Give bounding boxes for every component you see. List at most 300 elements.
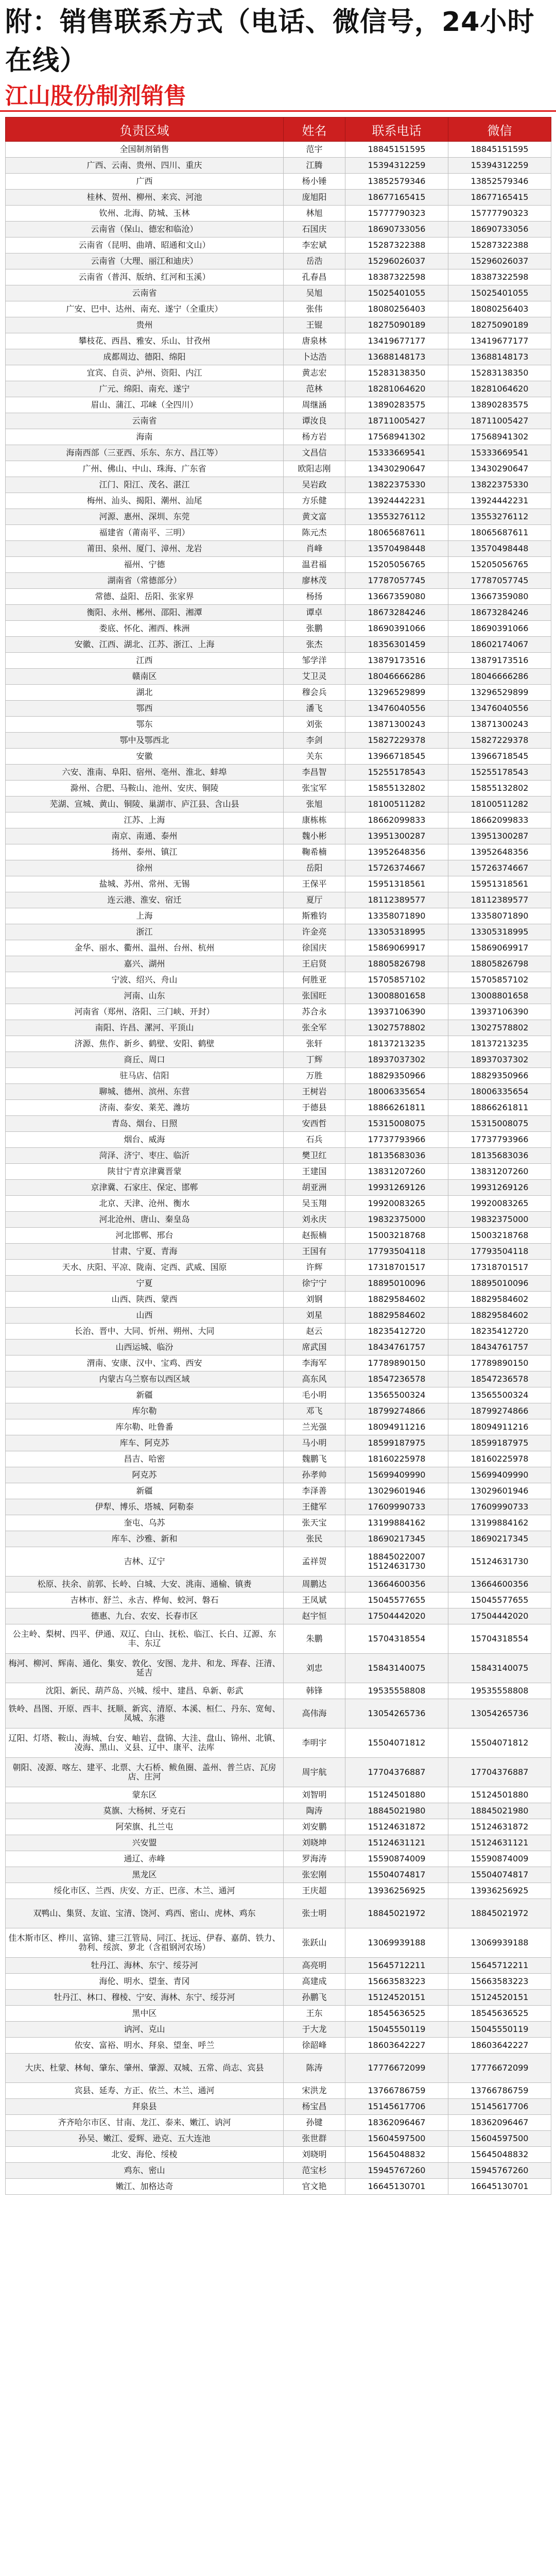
phone-cell: 18362096467 — [345, 2115, 448, 2131]
phone-cell: 13667359080 — [345, 589, 448, 605]
name-cell: 陶涛 — [284, 1803, 345, 1819]
phone-cell: 15604597500 — [345, 2131, 448, 2147]
wechat-cell: 15663583223 — [448, 1974, 551, 1990]
table-row — [6, 413, 551, 429]
phone-cell: 18137213235 — [345, 1036, 448, 1052]
phone-cell: 18829350966 — [345, 1068, 448, 1084]
region-cell: 云南省（保山、德宏和临沧） — [6, 222, 284, 238]
phone-cell: 18677165415 — [345, 190, 448, 206]
table-row — [6, 1435, 551, 1451]
phone-cell: 18434761757 — [345, 1340, 448, 1355]
phone-cell: 15045550119 — [345, 2022, 448, 2038]
table-row — [6, 1699, 551, 1728]
phone-cell: 18356301459 — [345, 637, 448, 653]
wechat-cell: 17787057745 — [448, 573, 551, 589]
region-cell: 北京、天津、沧州、衡水 — [6, 1196, 284, 1212]
phone-cell: 15645048832 — [345, 2147, 448, 2163]
table-row — [6, 892, 551, 908]
wechat-cell: 15945767260 — [448, 2163, 551, 2179]
table-row — [6, 1020, 551, 1036]
wechat-cell: 15296026037 — [448, 253, 551, 269]
region-cell: 兴安盟 — [6, 1835, 284, 1851]
wechat-cell: 15504071812 — [448, 1728, 551, 1758]
table-row — [6, 988, 551, 1004]
table-row — [6, 669, 551, 685]
table-row — [6, 1974, 551, 1990]
region-cell: 依安、富裕、明水、拜泉、望奎、呼兰 — [6, 2038, 284, 2054]
column-header-region: 负责区域 — [6, 117, 284, 142]
wechat-cell: 18866261811 — [448, 1100, 551, 1116]
table-row — [6, 589, 551, 605]
region-cell: 湖南省（常德部分） — [6, 573, 284, 589]
region-cell: 昌吉、哈密 — [6, 1451, 284, 1467]
table-row — [6, 796, 551, 812]
name-cell: 温君福 — [284, 557, 345, 573]
phone-cell: 13027578802 — [345, 1020, 448, 1036]
name-cell: 庞旭阳 — [284, 190, 345, 206]
table-row — [6, 1899, 551, 1928]
wechat-cell: 15704318554 — [448, 1624, 551, 1654]
wechat-cell: 15855132802 — [448, 781, 551, 796]
table-row — [6, 1758, 551, 1787]
name-cell: 斯雅钧 — [284, 908, 345, 924]
table-row — [6, 2147, 551, 2163]
region-cell: 吉林市、舒兰、永吉、桦甸、蛟河、磐石 — [6, 1592, 284, 1608]
phone-cell: 18711005427 — [345, 413, 448, 429]
region-cell: 海南 — [6, 429, 284, 445]
region-cell: 宜宾、自贡、泸州、资阳、内江 — [6, 365, 284, 381]
region-cell: 娄底、怀化、湘西、株洲 — [6, 621, 284, 637]
phone-cell: 18046666286 — [345, 669, 448, 685]
wechat-cell: 15124631872 — [448, 1819, 551, 1835]
name-cell: 王建国 — [284, 1164, 345, 1180]
wechat-cell: 17776672099 — [448, 2054, 551, 2083]
region-cell: 福建省（莆南平、三明） — [6, 525, 284, 541]
table-row — [6, 1260, 551, 1276]
wechat-cell: 13966718545 — [448, 749, 551, 765]
phone-cell: 18662099833 — [345, 812, 448, 828]
table-row — [6, 1624, 551, 1654]
table-row — [6, 1451, 551, 1467]
region-cell: 青岛、烟台、日照 — [6, 1116, 284, 1132]
phone-cell: 17776672099 — [345, 2054, 448, 2083]
phone-cell: 15255178543 — [345, 765, 448, 781]
phone-cell: 15124501880 — [345, 1787, 448, 1803]
table-row — [6, 285, 551, 301]
wechat-cell: 17609990733 — [448, 1499, 551, 1515]
table-row — [6, 429, 551, 445]
name-cell: 张民 — [284, 1531, 345, 1547]
wechat-cell: 15045550119 — [448, 2022, 551, 2038]
phone-cell: 18100511282 — [345, 796, 448, 812]
wechat-cell: 17568941302 — [448, 429, 551, 445]
table-row — [6, 2054, 551, 2083]
region-cell: 鄂西 — [6, 701, 284, 717]
wechat-cell: 15255178543 — [448, 765, 551, 781]
table-row — [6, 1467, 551, 1483]
region-cell: 阿克苏 — [6, 1467, 284, 1483]
name-cell: 肖峰 — [284, 541, 345, 557]
name-cell: 王树岩 — [284, 1084, 345, 1100]
phone-cell: 17568941302 — [345, 429, 448, 445]
region-cell: 江西 — [6, 653, 284, 669]
wechat-cell: 13565500324 — [448, 1387, 551, 1403]
table-row — [6, 1883, 551, 1899]
table-row — [6, 158, 551, 174]
table-row — [6, 2099, 551, 2115]
name-cell: 唐泉林 — [284, 333, 345, 349]
wechat-cell: 17793504118 — [448, 1244, 551, 1260]
name-cell: 王庆超 — [284, 1883, 345, 1899]
region-cell: 宁波、绍兴、舟山 — [6, 972, 284, 988]
phone-cell: 13688148173 — [345, 349, 448, 365]
wechat-cell: 13937106390 — [448, 1004, 551, 1020]
region-cell: 牡丹江、海林、东宁、绥芬河 — [6, 1958, 284, 1974]
phone-cell: 15504071812 — [345, 1728, 448, 1758]
phone-cell: 15045577655 — [345, 1592, 448, 1608]
table-body — [6, 142, 551, 2195]
wechat-cell: 17737793966 — [448, 1132, 551, 1148]
wechat-cell: 15699409990 — [448, 1467, 551, 1483]
company-title: 江山股份制剂销售 — [5, 83, 186, 109]
wechat-cell: 19920083265 — [448, 1196, 551, 1212]
region-cell: 山西、陕西、蒙西 — [6, 1292, 284, 1308]
table-row — [6, 397, 551, 413]
name-cell: 王东 — [284, 2006, 345, 2022]
phone-cell: 13029601946 — [345, 1483, 448, 1499]
phone-cell: 18866261811 — [345, 1100, 448, 1116]
phone-cell: 13054265736 — [345, 1699, 448, 1728]
region-cell: 广元、绵阳、南充、遂宁 — [6, 381, 284, 397]
phone-cell: 17787057745 — [345, 573, 448, 589]
wechat-cell: 18690733056 — [448, 222, 551, 238]
phone-cell: 17609990733 — [345, 1499, 448, 1515]
wechat-cell: 18799274866 — [448, 1403, 551, 1419]
phone-cell: 17737793966 — [345, 1132, 448, 1148]
wechat-cell: 18937037302 — [448, 1052, 551, 1068]
name-cell: 岳浩 — [284, 253, 345, 269]
page-title: 附：销售联系方式（电话、微信号，24小时在线） — [5, 7, 535, 76]
name-cell: 穆会兵 — [284, 685, 345, 701]
name-cell: 吴岩政 — [284, 477, 345, 493]
name-cell: 徐国庆 — [284, 940, 345, 956]
region-cell: 云南省（普洱、版纳、红河和玉溪） — [6, 269, 284, 285]
name-cell: 谭汝良 — [284, 413, 345, 429]
region-cell: 鸡东、密山 — [6, 2163, 284, 2179]
region-cell: 广州、佛山、中山、珠海、广东省 — [6, 461, 284, 477]
wechat-cell: 18895010096 — [448, 1276, 551, 1292]
wechat-cell: 13890283575 — [448, 397, 551, 413]
region-cell: 北安、海伦、绥棱 — [6, 2147, 284, 2163]
region-cell: 鄂中及鄂西北 — [6, 733, 284, 749]
wechat-cell: 18275090189 — [448, 317, 551, 333]
name-cell: 孔春昌 — [284, 269, 345, 285]
wechat-cell: 15145617706 — [448, 2099, 551, 2115]
region-cell: 海南西部（三亚西、乐东、东方、昌江等） — [6, 445, 284, 461]
name-cell: 刘星 — [284, 1308, 345, 1324]
wechat-cell: 15045577655 — [448, 1592, 551, 1608]
name-cell: 张旭 — [284, 796, 345, 812]
company-header — [0, 77, 556, 110]
name-cell: 张宏刚 — [284, 1867, 345, 1883]
name-cell: 丁辉 — [284, 1052, 345, 1068]
table-row — [6, 365, 551, 381]
wechat-cell: 13054265736 — [448, 1699, 551, 1728]
name-cell: 刘永庆 — [284, 1212, 345, 1228]
table-row — [6, 1308, 551, 1324]
phone-cell: 19535558808 — [345, 1683, 448, 1699]
wechat-cell: 18845021980 — [448, 1803, 551, 1819]
name-cell: 范林 — [284, 381, 345, 397]
table-row — [6, 1036, 551, 1052]
name-cell: 徐韶峰 — [284, 2038, 345, 2054]
name-cell: 何胜亚 — [284, 972, 345, 988]
table-row — [6, 1371, 551, 1387]
phone-cell: 18799274866 — [345, 1403, 448, 1419]
wechat-cell: 13952648356 — [448, 844, 551, 860]
region-cell: 鄂东 — [6, 717, 284, 733]
phone-cell: 18160225978 — [345, 1451, 448, 1467]
region-cell: 全国制剂销售 — [6, 142, 284, 158]
table-row — [6, 1084, 551, 1100]
table-row — [6, 1608, 551, 1624]
region-cell: 金华、丽水、衢州、温州、台州、杭州 — [6, 940, 284, 956]
region-cell: 山西 — [6, 1308, 284, 1324]
phone-cell: 15827229378 — [345, 733, 448, 749]
phone-cell: 15843140075 — [345, 1654, 448, 1683]
region-cell: 双鸭山、集贤、友谊、宝清、饶河、鸡西、密山、虎林、鸡东 — [6, 1899, 284, 1928]
wechat-cell: 18545636525 — [448, 2006, 551, 2022]
name-cell: 于德县 — [284, 1100, 345, 1116]
table-row — [6, 637, 551, 653]
name-cell: 陈涛 — [284, 2054, 345, 2083]
table-row — [6, 2163, 551, 2179]
phone-cell: 13890283575 — [345, 397, 448, 413]
phone-cell: 15124631872 — [345, 1819, 448, 1835]
phone-cell: 15704318554 — [345, 1624, 448, 1654]
wechat-cell: 18100511282 — [448, 796, 551, 812]
region-cell: 桂林、贺州、柳州、来宾、河池 — [6, 190, 284, 206]
region-cell: 河南省（郑州、洛阳、三门峡、开封） — [6, 1004, 284, 1020]
wechat-cell: 15205056765 — [448, 557, 551, 573]
region-cell: 吉林、辽宁 — [6, 1547, 284, 1577]
wechat-cell: 15869069917 — [448, 940, 551, 956]
name-cell: 岳阳 — [284, 860, 345, 876]
wechat-cell: 15590874009 — [448, 1851, 551, 1867]
table-row — [6, 621, 551, 637]
phone-cell: 13008801658 — [345, 988, 448, 1004]
wechat-cell: 18235412720 — [448, 1324, 551, 1340]
name-cell: 安西哲 — [284, 1116, 345, 1132]
region-cell: 海伦、明水、望奎、青冈 — [6, 1974, 284, 1990]
wechat-cell: 17504442020 — [448, 1608, 551, 1624]
name-cell: 张国旺 — [284, 988, 345, 1004]
name-cell: 张跃山 — [284, 1928, 345, 1958]
name-cell: 石兵 — [284, 1132, 345, 1148]
phone-cell: 18599187975 — [345, 1435, 448, 1451]
wechat-cell: 17318701517 — [448, 1260, 551, 1276]
table-row — [6, 1531, 551, 1547]
region-cell: 黑中区 — [6, 2006, 284, 2022]
name-cell: 李宏斌 — [284, 238, 345, 253]
name-cell: 王锟 — [284, 317, 345, 333]
table-row — [6, 477, 551, 493]
name-cell: 刘张 — [284, 717, 345, 733]
phone-cell: 15945767260 — [345, 2163, 448, 2179]
region-cell: 宾县、延寿、方正、依兰、木兰、通河 — [6, 2083, 284, 2099]
column-header-phone: 联系电话 — [345, 117, 448, 142]
wechat-cell: 19832375000 — [448, 1212, 551, 1228]
name-cell: 黄文富 — [284, 509, 345, 525]
table-row — [6, 653, 551, 669]
table-row — [6, 541, 551, 557]
phone-cell: 15705857102 — [345, 972, 448, 988]
region-cell: 通辽、赤峰 — [6, 1851, 284, 1867]
wechat-cell: 13476040556 — [448, 701, 551, 717]
region-cell: 宁夏 — [6, 1276, 284, 1292]
table-row — [6, 733, 551, 749]
wechat-cell: 13296529899 — [448, 685, 551, 701]
region-cell: 六安、淮南、阜阳、宿州、亳州、淮北、蚌埠 — [6, 765, 284, 781]
wechat-cell: 15124631121 — [448, 1835, 551, 1851]
name-cell: 魏鹏飞 — [284, 1451, 345, 1467]
table-row — [6, 1196, 551, 1212]
phone-cell: 13305318995 — [345, 924, 448, 940]
name-cell: 邹学洋 — [284, 653, 345, 669]
name-cell: 赵振楠 — [284, 1228, 345, 1244]
phone-cell: 13419677177 — [345, 333, 448, 349]
wechat-cell: 18690391066 — [448, 621, 551, 637]
name-cell: 张天宝 — [284, 1515, 345, 1531]
table-row — [6, 1867, 551, 1883]
wechat-cell: 18160225978 — [448, 1451, 551, 1467]
table-row — [6, 2131, 551, 2147]
name-cell: 艾卫灵 — [284, 669, 345, 685]
region-cell: 梅州、汕头、揭阳、潮州、汕尾 — [6, 493, 284, 509]
region-cell: 河南、山东 — [6, 988, 284, 1004]
region-cell: 浙江 — [6, 924, 284, 940]
phone-cell: 17504442020 — [345, 1608, 448, 1624]
region-cell: 云南省 — [6, 285, 284, 301]
table-row — [6, 924, 551, 940]
wechat-cell: 13069939188 — [448, 1928, 551, 1958]
table-row — [6, 1403, 551, 1419]
table-row — [6, 972, 551, 988]
wechat-cell: 13667359080 — [448, 589, 551, 605]
wechat-cell: 18677165415 — [448, 190, 551, 206]
region-cell: 莆田、泉州、厦门、漳州、龙岩 — [6, 541, 284, 557]
region-cell: 河北邯郸、邢台 — [6, 1228, 284, 1244]
wechat-cell: 15951318561 — [448, 876, 551, 892]
wechat-cell: 15003218768 — [448, 1228, 551, 1244]
table-row — [6, 828, 551, 844]
wechat-cell: 13305318995 — [448, 924, 551, 940]
wechat-cell: 18829350966 — [448, 1068, 551, 1084]
wechat-cell: 16645130701 — [448, 2179, 551, 2195]
phone-cell: 15645712211 — [345, 1958, 448, 1974]
wechat-cell: 15315008075 — [448, 1116, 551, 1132]
table-row — [6, 174, 551, 190]
phone-cell: 15590874009 — [345, 1851, 448, 1867]
region-cell: 大庆、杜蒙、林甸、肇东、肇州、肇源、双城、五常、尚志、宾县 — [6, 2054, 284, 2083]
name-cell: 王健军 — [284, 1499, 345, 1515]
region-cell: 钦州、北海、防城、玉林 — [6, 206, 284, 222]
region-cell: 渭南、安康、汉中、宝鸡、西安 — [6, 1355, 284, 1371]
phone-cell: 13936256925 — [345, 1883, 448, 1899]
name-cell: 许辉 — [284, 1260, 345, 1276]
region-cell: 菏泽、济宁、枣庄、临沂 — [6, 1148, 284, 1164]
name-cell: 宋洪龙 — [284, 2083, 345, 2099]
region-cell: 福州、宁德 — [6, 557, 284, 573]
phone-cell: 18845021972 — [345, 1899, 448, 1928]
name-cell: 韩锋 — [284, 1683, 345, 1699]
name-cell: 孙孝帅 — [284, 1467, 345, 1483]
phone-cell: 13296529899 — [345, 685, 448, 701]
name-cell: 周鹏达 — [284, 1577, 345, 1592]
name-cell: 徐宁宁 — [284, 1276, 345, 1292]
name-cell: 邓飞 — [284, 1403, 345, 1419]
region-cell: 齐齐哈尔市区、甘南、龙江、泰来、嫩江、讷河 — [6, 2115, 284, 2131]
table-row — [6, 717, 551, 733]
phone-cell: 17704376887 — [345, 1758, 448, 1787]
name-cell: 康栋栋 — [284, 812, 345, 828]
name-cell: 张士明 — [284, 1899, 345, 1928]
phone-cell: 15287322388 — [345, 238, 448, 253]
phone-cell: 15951318561 — [345, 876, 448, 892]
table-row — [6, 1787, 551, 1803]
name-cell: 万胜 — [284, 1068, 345, 1084]
phone-cell: 13476040556 — [345, 701, 448, 717]
phone-cell: 18845021980 — [345, 1803, 448, 1819]
wechat-cell: 13430290647 — [448, 461, 551, 477]
region-cell: 芜湖、宣城、黄山、铜陵、巢湖市、庐江县、含山县 — [6, 796, 284, 812]
name-cell: 罗海涛 — [284, 1851, 345, 1867]
wechat-cell: 13831207260 — [448, 1164, 551, 1180]
region-cell: 上海 — [6, 908, 284, 924]
phone-cell: 13822375330 — [345, 477, 448, 493]
name-cell: 陈元杰 — [284, 525, 345, 541]
phone-cell: 15025401055 — [345, 285, 448, 301]
region-cell: 陕甘宁青京津冀晋蒙 — [6, 1164, 284, 1180]
table-row — [6, 1355, 551, 1371]
table-row — [6, 1292, 551, 1308]
region-cell: 黑龙区 — [6, 1867, 284, 1883]
wechat-cell: 13688148173 — [448, 349, 551, 365]
table-row — [6, 1387, 551, 1403]
phone-cell: 18006335654 — [345, 1084, 448, 1100]
table-row — [6, 844, 551, 860]
phone-cell: 18112389577 — [345, 892, 448, 908]
table-row — [6, 1148, 551, 1164]
region-cell: 广安、巴中、达州、南充、遂宁（全重庆） — [6, 301, 284, 317]
name-cell: 刘忠 — [284, 1654, 345, 1683]
phone-cell: 15124631121 — [345, 1835, 448, 1851]
name-cell: 王凤斌 — [284, 1592, 345, 1608]
name-cell: 林旭 — [284, 206, 345, 222]
phone-cell: 19920083265 — [345, 1196, 448, 1212]
table-row — [6, 1276, 551, 1292]
name-cell: 廖林茂 — [284, 573, 345, 589]
column-header-name: 姓名 — [284, 117, 345, 142]
region-cell: 公主岭、梨树、四平、伊通、双辽、白山、抚松、临江、长白、辽源、东丰、东辽 — [6, 1624, 284, 1654]
name-cell: 马小明 — [284, 1435, 345, 1451]
wechat-cell: 18673284246 — [448, 605, 551, 621]
wechat-cell: 13936256925 — [448, 1883, 551, 1899]
table-row — [6, 1068, 551, 1084]
wechat-cell: 13852579346 — [448, 174, 551, 190]
wechat-cell: 18711005427 — [448, 413, 551, 429]
name-cell: 张鹏 — [284, 621, 345, 637]
